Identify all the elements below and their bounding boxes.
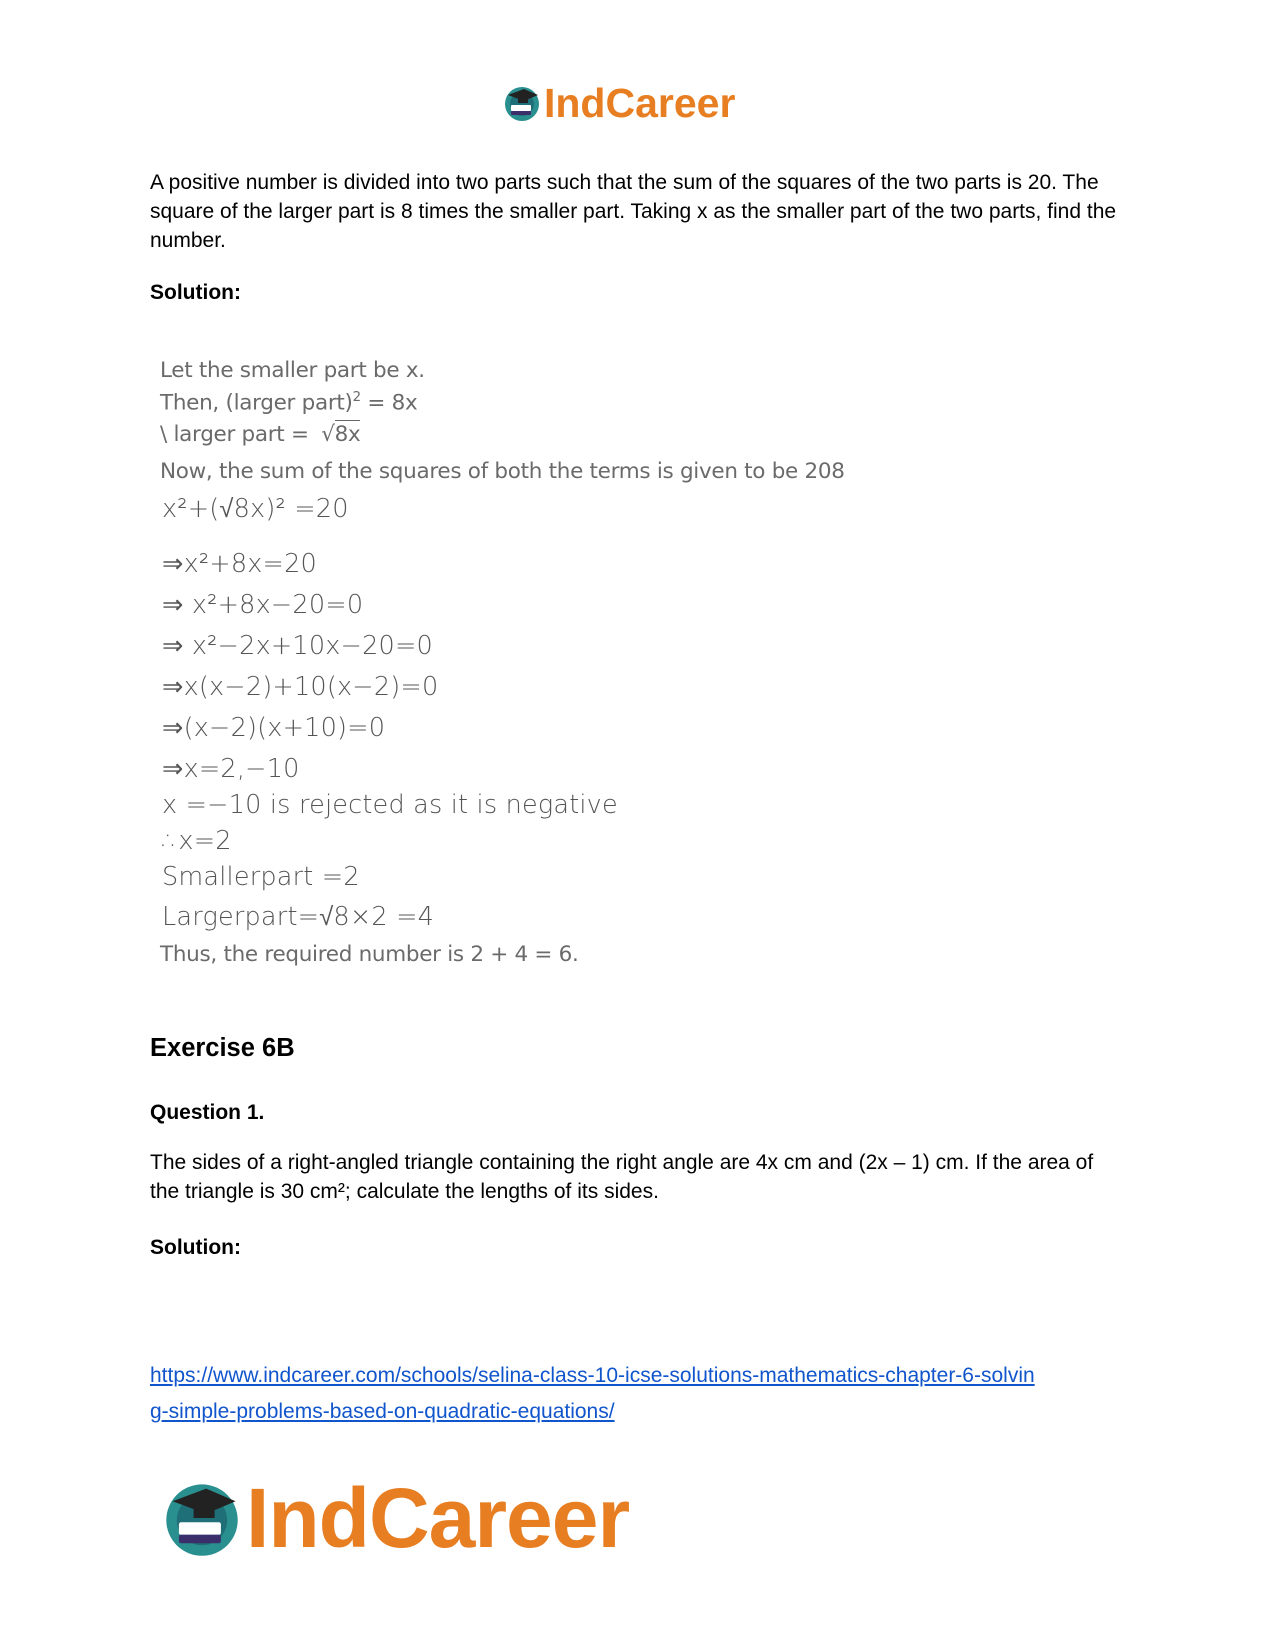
step-14: Smallerpart =2 — [162, 862, 360, 892]
problem-text: A positive number is divided into two parts such that the sum of the squares of the two parts is 20. The square of the larger part is 8 times the smaller part. Taking x as the smaller part of the two parts, find the number. — [150, 171, 1117, 252]
graduation-cap-globe-icon — [160, 1476, 244, 1560]
step-12: x =−10 is rejected as it is negative — [162, 790, 618, 820]
logo-text: IndCareer — [544, 79, 736, 126]
step-7: ⇒ x²+8x−20=0 — [162, 590, 364, 620]
source-link-line-1[interactable]: https://www.indcareer.com/schools/selina-class-10-icse-solutions-mathematics-chapter-6-solvin — [150, 1364, 1035, 1387]
step-6: ⇒x²+8x=20 — [162, 549, 317, 579]
step-5: x²+(√8x)² =20 — [162, 494, 349, 524]
source-link-line-2[interactable]: g-simple-problems-based-on-quadratic-equations/ — [150, 1400, 615, 1423]
solution-label: Solution: — [150, 281, 241, 304]
step-10: ⇒(x−2)(x+10)=0 — [162, 713, 386, 743]
step-3: \ larger part = √8x — [160, 422, 361, 447]
graduation-cap-globe-icon — [502, 83, 542, 123]
exercise-title: Exercise 6B — [150, 1034, 295, 1062]
header-logo — [502, 78, 735, 128]
step-13: ∴x=2 — [162, 826, 232, 856]
step-1: Let the smaller part be x. — [160, 358, 425, 383]
step-9: ⇒x(x−2)+10(x−2)=0 — [162, 672, 439, 702]
footer-logo — [160, 1470, 629, 1566]
footer-logo-text: IndCareer — [246, 1471, 630, 1565]
step-16: Thus, the required number is 2 + 4 = 6. — [160, 942, 579, 967]
step-2: Then, (larger part)$^2$ = 8x — [160, 390, 418, 416]
step-11: ⇒x=2,−10 — [162, 754, 300, 784]
source-link[interactable] — [150, 1358, 1130, 1430]
solution-label-2: Solution: — [150, 1236, 241, 1259]
question-text: The sides of a right-angled triangle containing the right angle are 4x cm and (2x – 1) cm. If the area of the triangle is 30 cm²; calculate the lengths of its sides. — [150, 1151, 1094, 1203]
step-15: Largerpart=√8×2 =4 — [162, 902, 435, 932]
question-label: Question 1. — [150, 1101, 265, 1124]
step-4: Now, the sum of the squares of both the terms is given to be 208 — [160, 459, 845, 484]
step-8: ⇒ x²−2x+10x−20=0 — [162, 631, 433, 661]
